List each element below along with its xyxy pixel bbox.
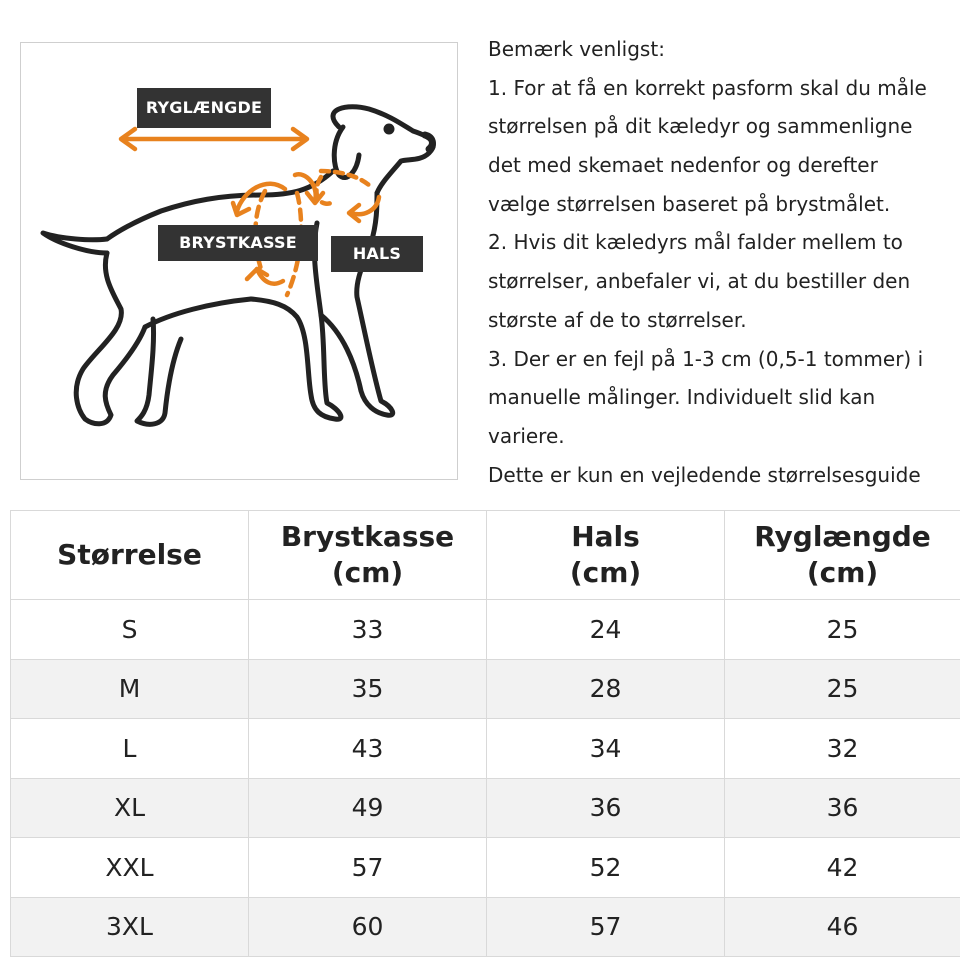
notes-line: størrelsen på dit kæledyr og sammenligne	[488, 114, 913, 139]
table-row	[11, 838, 960, 898]
neck-label: HALS	[331, 236, 423, 272]
header-neck: Hals (cm)	[487, 511, 725, 600]
cell-neck: 24	[487, 600, 725, 660]
cell-chest: 33	[249, 600, 487, 660]
table-row	[11, 719, 960, 779]
table-row	[11, 600, 960, 660]
table-row	[11, 659, 960, 719]
cell-size: XXL	[11, 838, 249, 898]
notes-line: største af de to størrelser.	[488, 307, 747, 332]
size-notes	[488, 30, 960, 494]
cell-chest: 49	[249, 778, 487, 838]
cell-chest: 60	[249, 897, 487, 957]
notes-line: Dette er kun en vejledende størrelsesguide	[488, 462, 921, 487]
cell-size: L	[11, 719, 249, 779]
notes-line: 2. Hvis dit kæledyrs mål falder mellem to	[488, 230, 903, 255]
cell-back-length: 46	[725, 897, 960, 957]
header-size: Størrelse	[11, 511, 249, 600]
dog-measurement-illustration	[20, 42, 458, 480]
cell-size: S	[11, 600, 249, 660]
cell-size: M	[11, 659, 249, 719]
notes-line: vælge størrelsen baseret på brystmålet.	[488, 191, 891, 216]
cell-chest: 57	[249, 838, 487, 898]
notes-heading: Bemærk venligst:	[488, 37, 665, 61]
table-header-row	[11, 511, 960, 600]
cell-neck: 36	[487, 778, 725, 838]
notes-line: 1. For at få en korrekt pasform skal du måle	[488, 75, 927, 100]
cell-back-length: 25	[725, 659, 960, 719]
notes-line: 3. Der er en fejl på 1-3 cm (0,5-1 tommer) i	[488, 346, 924, 371]
cell-neck: 28	[487, 659, 725, 719]
cell-neck: 34	[487, 719, 725, 779]
cell-neck: 52	[487, 838, 725, 898]
table-row	[11, 897, 960, 957]
chest-label: BRYSTKASSE	[158, 225, 318, 261]
cell-chest: 35	[249, 659, 487, 719]
size-chart-table	[10, 510, 960, 957]
cell-neck: 57	[487, 897, 725, 957]
table-row	[11, 778, 960, 838]
cell-size: 3XL	[11, 897, 249, 957]
header-back-length: Ryglængde (cm)	[725, 511, 960, 600]
notes-line: manuelle målinger. Individuelt slid kan	[488, 385, 876, 410]
cell-size: XL	[11, 778, 249, 838]
notes-line: størrelser, anbefaler vi, at du bestiller den	[488, 269, 911, 294]
notes-line: det med skemaet nedenfor og derefter	[488, 153, 878, 178]
cell-back-length: 32	[725, 719, 960, 779]
cell-back-length: 25	[725, 600, 960, 660]
header-chest: Brystkasse (cm)	[249, 511, 487, 600]
cell-chest: 43	[249, 719, 487, 779]
notes-line: variere.	[488, 423, 565, 448]
cell-back-length: 42	[725, 838, 960, 898]
cell-back-length: 36	[725, 778, 960, 838]
back-length-label: RYGLÆNGDE	[137, 88, 271, 128]
